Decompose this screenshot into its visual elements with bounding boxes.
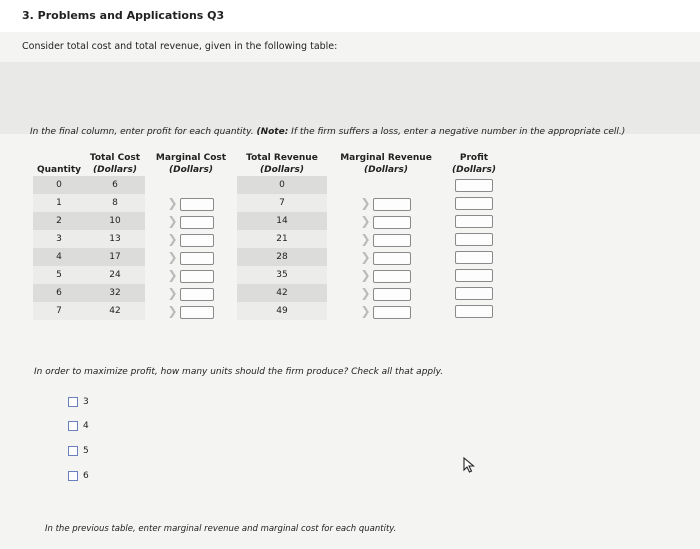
chevron-right-icon: ❯ [167, 213, 178, 228]
instruction-prefix: In the final column, enter profit for each quantity. [30, 127, 254, 137]
chevron-right-icon: ❯ [167, 231, 178, 246]
chevron-right-icon: ❯ [167, 195, 178, 210]
chevron-right-icon: ❯ [360, 195, 371, 210]
note-text: If the firm suffers a loss, enter a negative number in the appropriate cell.) [291, 127, 626, 137]
table-row [33, 176, 503, 194]
chevron-right-icon: ❯ [360, 231, 371, 246]
marginal-cost-input[interactable] [180, 216, 214, 229]
chevron-right-icon: ❯ [167, 303, 178, 318]
total-revenue-cell: 42 [237, 284, 327, 302]
chevron-right-icon: ❯ [360, 249, 371, 264]
option-label: 6 [83, 471, 89, 481]
col-header-marginal-cost: Marginal Cost (Dollars) [155, 153, 227, 175]
checkbox[interactable] [68, 397, 78, 407]
option-label: 3 [83, 397, 89, 407]
total-revenue-cell: 35 [237, 266, 327, 284]
col-header-quantity: Quantity [36, 165, 82, 175]
chevron-right-icon: ❯ [167, 249, 178, 264]
marginal-revenue-spacer [327, 176, 445, 194]
option-label: 5 [83, 446, 89, 456]
marginal-cost-input[interactable] [180, 306, 214, 319]
option-3[interactable] [68, 397, 89, 407]
marginal-cost-input[interactable] [180, 252, 214, 265]
mouse-pointer-icon [463, 457, 477, 473]
total-cost-cell: 13 [85, 230, 145, 248]
option-4[interactable] [68, 421, 89, 431]
intro-text: Consider total cost and total revenue, given in the following table: [22, 41, 338, 52]
checkbox[interactable] [68, 471, 78, 481]
chevron-right-icon: ❯ [360, 303, 371, 318]
profit-input[interactable] [455, 197, 493, 210]
gray-band [0, 62, 700, 134]
option-5[interactable] [68, 446, 89, 456]
profit-table [33, 152, 503, 320]
footer-text: In the previous table, enter marginal revenue and marginal cost for each quantity. [45, 524, 397, 534]
checkbox[interactable] [68, 446, 78, 456]
table-row [33, 248, 503, 266]
marginal-cost-input[interactable] [180, 234, 214, 247]
table-row [33, 212, 503, 230]
quantity-cell: 0 [33, 176, 85, 194]
marginal-revenue-input[interactable] [373, 288, 411, 301]
profit-input[interactable] [455, 287, 493, 300]
quantity-cell: 3 [33, 230, 85, 248]
marginal-cost-input[interactable] [180, 270, 214, 283]
chevron-right-icon: ❯ [360, 285, 371, 300]
marginal-revenue-input[interactable] [373, 306, 411, 319]
total-revenue-cell: 7 [237, 194, 327, 212]
note-label: (Note: [256, 127, 289, 137]
chevron-right-icon: ❯ [167, 267, 178, 282]
marginal-revenue-input[interactable] [373, 270, 411, 283]
page-title: 3. Problems and Applications Q3 [22, 9, 225, 22]
marginal-revenue-input[interactable] [373, 198, 411, 211]
total-cost-cell: 10 [85, 212, 145, 230]
total-cost-cell: 24 [85, 266, 145, 284]
col-header-marginal-revenue: Marginal Revenue (Dollars) [340, 153, 432, 175]
quantity-cell: 5 [33, 266, 85, 284]
marginal-revenue-input[interactable] [373, 234, 411, 247]
quantity-cell: 7 [33, 302, 85, 320]
marginal-cost-spacer [145, 176, 237, 194]
profit-input[interactable] [455, 179, 493, 192]
chevron-right-icon: ❯ [167, 285, 178, 300]
profit-input[interactable] [455, 251, 493, 264]
chevron-right-icon: ❯ [360, 213, 371, 228]
header-row [33, 152, 503, 176]
table-row [33, 266, 503, 284]
table-row [33, 284, 503, 302]
total-cost-cell: 17 [85, 248, 145, 266]
total-cost-cell: 32 [85, 284, 145, 302]
checkbox[interactable] [68, 421, 78, 431]
profit-input[interactable] [455, 215, 493, 228]
profit-input[interactable] [455, 233, 493, 246]
quantity-cell: 4 [33, 248, 85, 266]
marginal-cost-input[interactable] [180, 288, 214, 301]
total-revenue-cell: 49 [237, 302, 327, 320]
col-header-total-revenue: Total Revenue (Dollars) [246, 153, 318, 175]
total-revenue-cell: 0 [237, 176, 327, 194]
col-header-total-cost: Total Cost (Dollars) [89, 153, 141, 175]
marginal-revenue-input[interactable] [373, 216, 411, 229]
total-cost-cell: 6 [85, 176, 145, 194]
question-text: In order to maximize profit, how many units should the firm produce? Check all that apply. [34, 367, 444, 377]
quantity-cell: 6 [33, 284, 85, 302]
quantity-cell: 1 [33, 194, 85, 212]
option-6[interactable] [68, 471, 89, 481]
instruction-text [30, 127, 625, 137]
profit-input[interactable] [455, 305, 493, 318]
total-revenue-cell: 28 [237, 248, 327, 266]
total-cost-cell: 8 [85, 194, 145, 212]
profit-input[interactable] [455, 269, 493, 282]
col-header-profit: Profit (Dollars) [452, 153, 496, 175]
marginal-revenue-input[interactable] [373, 252, 411, 265]
table-row [33, 302, 503, 320]
total-revenue-cell: 14 [237, 212, 327, 230]
marginal-cost-input[interactable] [180, 198, 214, 211]
table-row [33, 230, 503, 248]
total-cost-cell: 42 [85, 302, 145, 320]
option-label: 4 [83, 421, 89, 431]
chevron-right-icon: ❯ [360, 267, 371, 282]
quantity-cell: 2 [33, 212, 85, 230]
total-revenue-cell: 21 [237, 230, 327, 248]
table-row [33, 194, 503, 212]
